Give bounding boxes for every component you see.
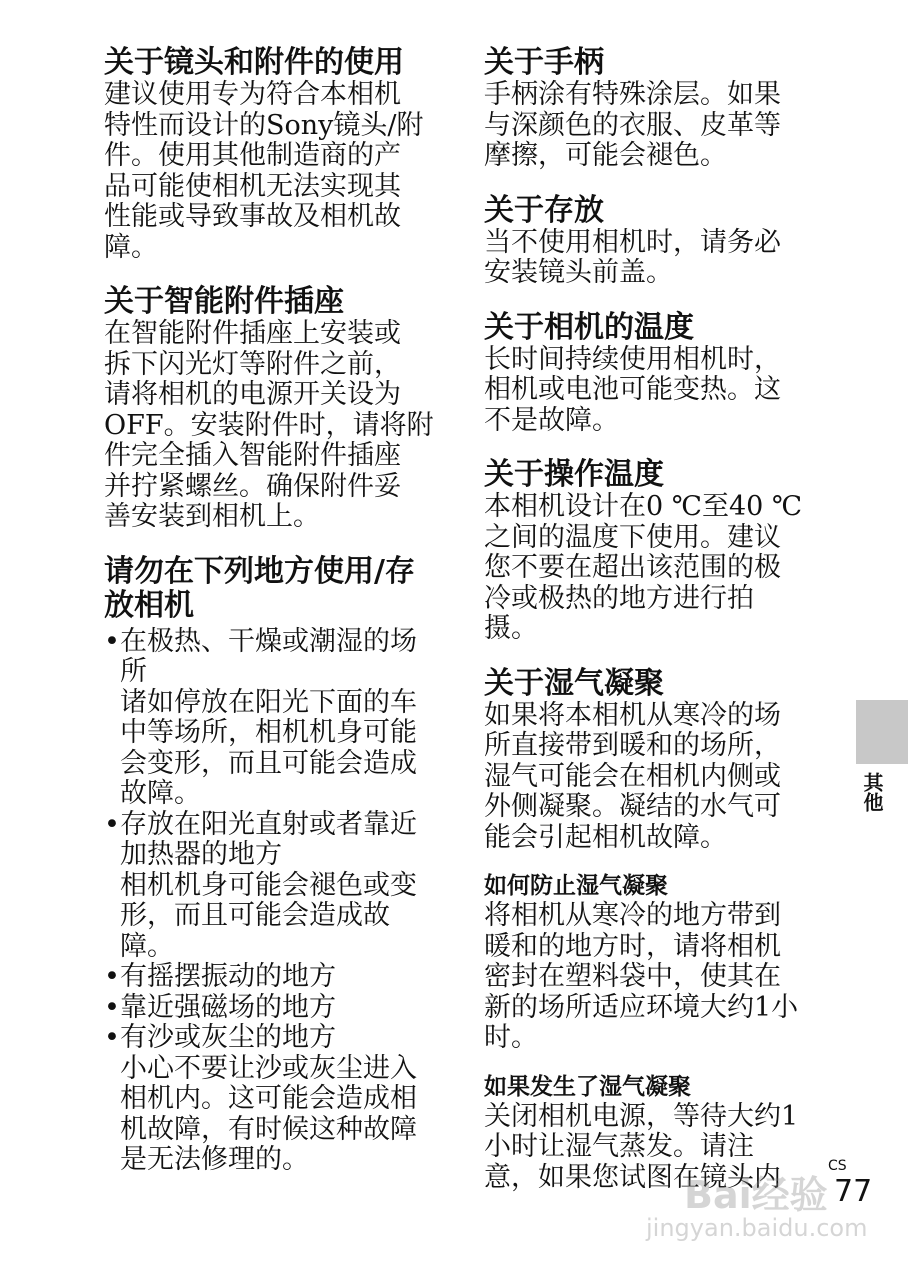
section-heading: 关于存放 — [484, 192, 604, 228]
subsection-heading: 如果发生了湿气凝聚 — [484, 1073, 691, 1100]
body-line: 特性而设计的Sony镜头/附 — [104, 109, 424, 141]
body-line: OFF。安装附件时，请将附 — [104, 409, 434, 441]
body-line: 有沙或灰尘的地方 — [120, 1022, 336, 1053]
section-do-not-use-places — [104, 555, 442, 1176]
list-item — [104, 810, 442, 963]
body-line: 在极热、干燥或潮湿的场 — [120, 625, 417, 657]
body-line: 之间的温度下使用。建议 — [484, 521, 781, 553]
subsection-heading: 如何防止湿气凝聚 — [484, 873, 668, 899]
body-line: 有摇摆振动的地方 — [120, 961, 336, 992]
body-line: 摄。 — [484, 613, 538, 644]
body-line: 新的场所适应环境大约1小 — [484, 991, 799, 1023]
list-item — [104, 993, 442, 1024]
body-line: 密封在塑料袋中，使其在 — [484, 961, 781, 992]
body-line: 意，如果您试图在镜头内 — [484, 1161, 781, 1193]
section-tab-label: 其他 — [860, 772, 884, 812]
section-heading: 关于相机的温度 — [484, 309, 694, 345]
section-storage — [484, 194, 816, 289]
section-tab — [856, 700, 908, 764]
body-line: 手柄涂有特殊涂层。如果 — [484, 79, 781, 110]
page-number: 77 — [834, 1174, 873, 1209]
body-line: 件完全插入智能附件插座 — [104, 440, 401, 471]
bullet-icon: • — [104, 1022, 120, 1053]
language-code: CS — [828, 1158, 847, 1174]
right-column — [484, 46, 816, 1193]
body-line: 能会引起相机故障。 — [484, 821, 727, 853]
body-line: 存放在阳光直射或者靠近 — [120, 808, 417, 840]
body-line: 件。使用其他制造商的产 — [104, 140, 401, 171]
body-line: 会变形，而且可能会造成 — [120, 747, 417, 779]
bullet-icon: • — [104, 991, 120, 1023]
body-line: 与深颜色的衣服、皮革等 — [484, 109, 781, 141]
body-line: 不是故障。 — [484, 404, 619, 436]
body-line: 是无法修理的。 — [120, 1144, 309, 1175]
body-line: 相机或电池可能变热。这 — [484, 374, 781, 405]
body-line: 相机内。这可能会造成相 — [120, 1083, 417, 1114]
bullet-list — [104, 627, 442, 1176]
section-heading: 关于镜头和附件的使用 — [104, 45, 404, 80]
section-lens-accessories — [104, 46, 442, 263]
bullet-icon: • — [104, 625, 120, 657]
body-line: 如果将本相机从寒冷的场 — [484, 699, 781, 731]
section-if-condensation — [484, 1072, 816, 1194]
bullet-icon: • — [104, 961, 120, 992]
body-line: 小时让湿气蒸发。请注 — [484, 1131, 754, 1162]
body-line: 性能或导致事故及相机故 — [104, 201, 401, 232]
section-grip — [484, 46, 816, 172]
section-heading: 关于湿气凝聚 — [484, 665, 664, 701]
body-line: 暖和的地方时，请将相机 — [484, 930, 781, 962]
body-line: 建议使用专为符合本相机 — [104, 79, 401, 110]
body-line: 相机机身可能会褪色或变 — [120, 869, 417, 901]
body-line: 所 — [120, 656, 147, 687]
section-heading: 放相机 — [104, 587, 194, 623]
body-line: 所直接带到暖和的场所， — [484, 730, 781, 761]
section-multi-interface-shoe — [104, 285, 442, 533]
body-line: 摩擦，可能会褪色。 — [484, 140, 727, 171]
body-line: 本相机设计在0 ℃至40 ℃ — [484, 491, 803, 522]
section-camera-temperature — [484, 311, 816, 437]
body-line: 小心不要让沙或灰尘进入 — [120, 1052, 417, 1084]
list-item — [104, 962, 442, 993]
body-line: 将相机从寒冷的地方带到 — [484, 900, 781, 931]
body-line: 外侧凝聚。凝结的水气可 — [484, 791, 781, 822]
watermark-url: jingyan.baidu.com — [646, 1214, 868, 1242]
body-line: 时。 — [484, 1022, 538, 1053]
body-line: 故障。 — [120, 778, 201, 809]
body-line: 湿气可能会在相机内侧或 — [484, 760, 781, 792]
body-line: 障。 — [120, 930, 174, 962]
body-line: 请将相机的电源开关设为 — [104, 379, 401, 410]
watermark-logo: Bai经验 — [684, 1173, 828, 1217]
section-prevent-condensation — [484, 871, 816, 1054]
body-line: 冷或极热的地方进行拍 — [484, 582, 754, 614]
section-condensation — [484, 667, 816, 854]
body-line: 机故障，有时候这种故障 — [120, 1113, 417, 1145]
section-heading: 关于智能附件插座 — [104, 284, 344, 319]
section-operating-temperature — [484, 458, 816, 645]
body-line: 中等场所，相机机身可能 — [120, 717, 417, 748]
body-line: 关闭相机电源，等待大约1 — [484, 1100, 799, 1132]
body-line: 善安装到相机上。 — [104, 501, 320, 532]
body-line: 拆下闪光灯等附件之前， — [104, 348, 401, 380]
section-heading: 请勿在下列地方使用/存 — [104, 553, 415, 589]
list-item — [104, 1023, 442, 1176]
body-line: 形，而且可能会造成故 — [120, 900, 390, 931]
body-line: 诸如停放在阳光下面的车 — [120, 686, 417, 718]
body-line: 在智能附件插座上安装或 — [104, 318, 401, 349]
body-line: 当不使用相机时，请务必 — [484, 226, 781, 258]
body-line: 加热器的地方 — [120, 839, 282, 870]
section-heading: 关于操作温度 — [484, 457, 664, 492]
body-line: 您不要在超出该范围的极 — [484, 552, 781, 583]
body-line: 品可能使相机无法实现其 — [104, 170, 401, 202]
list-item — [104, 627, 442, 810]
body-line: 障。 — [104, 231, 158, 263]
bullet-icon: • — [104, 808, 120, 840]
body-line: 并拧紧螺丝。确保附件妥 — [104, 470, 401, 502]
section-heading: 关于手柄 — [484, 45, 604, 80]
body-line: 靠近强磁场的地方 — [120, 991, 336, 1023]
left-column — [104, 46, 442, 1198]
body-line: 长时间持续使用相机时， — [484, 343, 781, 375]
body-line: 安装镜头前盖。 — [484, 257, 673, 288]
